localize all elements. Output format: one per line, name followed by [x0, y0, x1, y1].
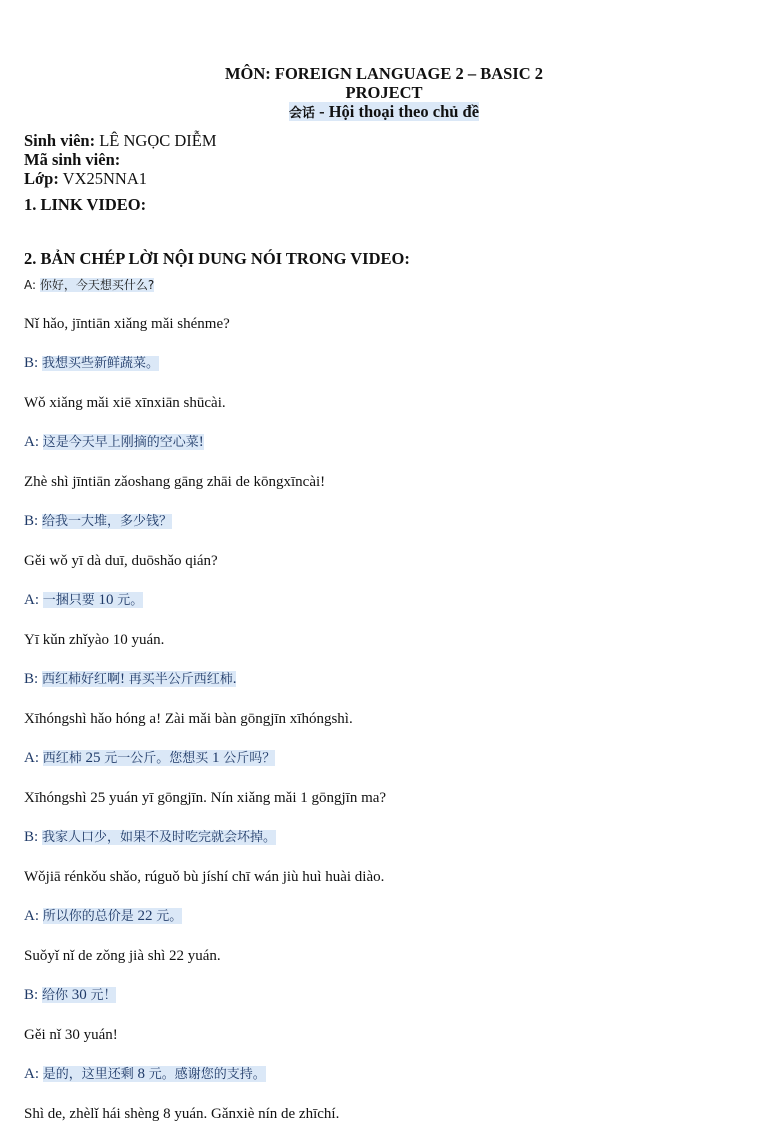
speaker-label: A:: [24, 278, 37, 292]
class-value: VX25NNA1: [62, 169, 147, 188]
dialogue-line-hanzi: [24, 749, 744, 768]
hanzi-text: 再买半公斤西红柿: [128, 672, 233, 687]
dialogue-line-pinyin: Wǒjiā rénkǒu shǎo, rúguǒ bù jíshí chī wán jiù huì huài diào.: [24, 869, 385, 885]
hanzi-text: 元。感谢您的支持。: [148, 1067, 266, 1082]
dialogue-line-pinyin: Xīhóngshì hǎo hóng a! Zài mǎi bàn gōngjīn xīhóngshì.: [24, 711, 353, 727]
document-header: [0, 64, 768, 123]
speaker-label: A:: [24, 750, 39, 766]
dialogue-line-pinyin: Suǒyǐ nǐ de zǒng jià shì 22 yuán.: [24, 948, 221, 964]
dialogue-line-pinyin: Wǒ xiǎng mǎi xiē xīnxiān shūcài.: [24, 395, 226, 411]
number-text: 8: [133, 1066, 149, 1082]
hanzi-text: 你好，今天想买什么: [39, 278, 148, 292]
hanzi-text: 西红柿好红啊: [41, 672, 120, 687]
hanzi-text: 元一公斤。您想买: [104, 751, 209, 766]
class-label: Lớp:: [24, 169, 59, 188]
dialogue-line-hanzi: [24, 433, 744, 452]
hanzi-text: 给我一大堆，多少钱？: [41, 514, 172, 529]
student-label: Sinh viên:: [24, 131, 96, 150]
hanzi-text: 给你: [41, 988, 68, 1003]
punct: !: [119, 671, 129, 687]
punct: ?: [147, 278, 155, 292]
dialogue-line-hanzi: [24, 512, 744, 531]
speaker-label: B:: [24, 987, 39, 1003]
speaker-label: B:: [24, 671, 39, 687]
punct: .: [232, 671, 237, 687]
speaker-label: A:: [24, 1066, 39, 1082]
dialogue-line-hanzi: [24, 907, 744, 926]
dialogue-line-hanzi: [24, 591, 744, 610]
number-text: 22: [133, 908, 157, 924]
number-text: 25: [81, 750, 105, 766]
number-text: 1: [208, 750, 224, 766]
hanzi-text: 公斤吗？: [223, 751, 276, 766]
dialogue-line-pinyin: Gěi nǐ 30 yuán!: [24, 1027, 118, 1043]
dialogue-line-pinyin: Zhè shì jīntiān zǎoshang gāng zhāi de kōngxīncài!: [24, 474, 326, 490]
student-id-label: Mã sinh viên:: [24, 150, 121, 169]
speaker-label: A:: [24, 434, 39, 450]
dialogue-line-hanzi: [24, 354, 744, 373]
dialogue-line-pinyin: Shì de, zhèlǐ hái shèng 8 yuán. Gǎnxiè nín de zhīchí.: [24, 1106, 340, 1122]
hanzi-text: 是的，这里还剩: [42, 1067, 134, 1082]
dialogue-line-hanzi: [24, 1065, 744, 1084]
hanzi-text: 这是今天早上刚摘的空心菜: [42, 435, 199, 450]
student-info: [24, 131, 217, 188]
dialogue-line-pinyin: Gěi wǒ yī dà duī, duōshǎo qián?: [24, 553, 218, 569]
dialogue-line-hanzi: [24, 986, 744, 1005]
punct: !: [198, 434, 204, 450]
dialogue-line-hanzi: [24, 828, 744, 847]
project-title: PROJECT: [345, 83, 423, 102]
topic-cjk: 会话: [288, 106, 315, 121]
speaker-label: B:: [24, 829, 39, 845]
student-id-row: [24, 150, 217, 169]
hanzi-text: 元！: [90, 988, 117, 1003]
student-name-row: [24, 131, 217, 150]
dialogue-line-pinyin: Nǐ hǎo, jīntiān xiǎng mǎi shénme?: [24, 316, 230, 332]
hanzi-text: 我想买些新鲜蔬菜。: [41, 356, 159, 371]
dialogue-line-pinyin: Xīhóngshì 25 yuán yī gōngjīn. Nín xiǎng mǎi 1 gōngjīn ma?: [24, 790, 387, 806]
speaker-label: A:: [24, 592, 39, 608]
dialogue-line-hanzi: [24, 276, 744, 294]
hanzi-text: 元。: [117, 593, 144, 608]
section-link-video: 1. LINK VIDEO:: [24, 195, 147, 214]
number-text: 30: [67, 987, 91, 1003]
hanzi-text: 我家人口少，如果不及时吃完就会坏掉。: [41, 830, 276, 845]
dialogue-transcript: [24, 276, 744, 1123]
hanzi-text: 所以你的总价是: [42, 909, 134, 924]
speaker-label: B:: [24, 355, 39, 371]
class-row: [24, 169, 217, 188]
number-text: 10: [94, 592, 118, 608]
topic-text: - Hội thoại theo chủ đề: [314, 102, 480, 121]
topic-title: [0, 102, 768, 123]
hanzi-text: 元。: [156, 909, 183, 924]
section-transcript: 2. BẢN CHÉP LỜI NỘI DUNG NÓI TRONG VIDEO:: [24, 249, 410, 268]
dialogue-line-hanzi: [24, 670, 744, 689]
speaker-label: A:: [24, 908, 39, 924]
speaker-label: B:: [24, 513, 39, 529]
dialogue-line-pinyin: Yī kǔn zhǐyào 10 yuán.: [24, 632, 165, 648]
hanzi-text: 一捆只要: [42, 593, 95, 608]
student-name: LÊ NGỌC DIỄM: [99, 131, 217, 150]
subject-title: MÔN: FOREIGN LANGUAGE 2 – BASIC 2: [224, 64, 544, 83]
hanzi-text: 西红柿: [42, 751, 82, 766]
